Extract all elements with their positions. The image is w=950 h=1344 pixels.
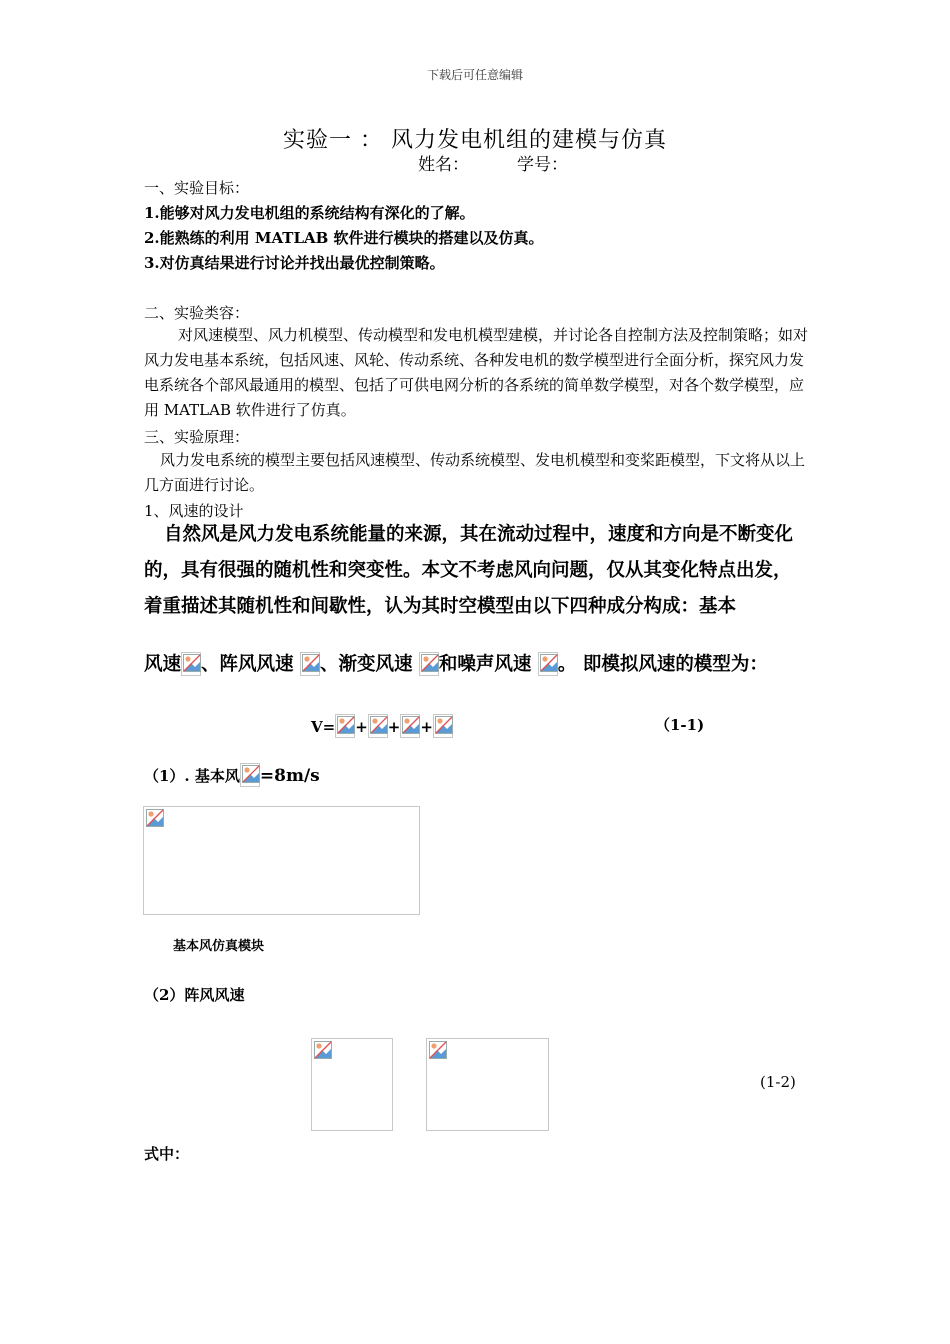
figure-caption: 基本风仿真模块	[173, 939, 265, 954]
equation-prefix: V=	[311, 718, 336, 736]
equation-number: (1-2)	[760, 1073, 796, 1091]
broken-image-icon	[335, 714, 355, 738]
broken-image-icon	[240, 763, 260, 787]
text-segment: 。 即模拟风速的模型为：	[557, 654, 768, 675]
equation-number: （1-1)	[655, 716, 705, 734]
equation-1-1	[311, 714, 453, 738]
name-label: 姓名：	[418, 155, 469, 175]
wind-paragraph: 自然风是风力发电系统能量的来源，其在流动过程中，速度和方向是不断变化的，具有很强的随机性和突变性。本文不考虑风向问题，仅从其变化特点出发，着重描述其随机性和间歇性，认为其时空模型由以下四种成分构成：基本	[144, 524, 794, 617]
objective-item: 3.对仿真结果进行讨论并找出最优控制策略。	[144, 254, 445, 272]
basic-wind-value: =8m/s	[259, 766, 320, 786]
basic-wind-label: （1）. 基本风	[144, 767, 240, 785]
section3-heading: 三、实验原理：	[144, 428, 250, 446]
section3-body: 风力发电系统的模型主要包括风速模型、传动系统模型、发电机模型和变桨距模型，下文将从以上几方面进行讨论。	[144, 451, 806, 494]
basic-wind-line	[144, 763, 320, 787]
equation-plus: +	[355, 718, 368, 736]
basic-wind-figure	[143, 806, 420, 915]
gust-heading: （2）阵风风速	[144, 986, 245, 1004]
broken-image-icon	[181, 652, 201, 676]
gust-figure-right	[426, 1038, 549, 1131]
text-segment: 、渐变风速	[319, 654, 419, 675]
page-header: 下载后可任意编辑	[426, 68, 523, 82]
gust-figure-left	[311, 1038, 393, 1131]
section1-heading: 一、实验目标：	[144, 179, 250, 197]
equation-plus: +	[420, 718, 433, 736]
broken-image-icon	[400, 714, 420, 738]
page-title: 实验一 ： 风力发电机组的建模与仿真	[283, 128, 667, 153]
equation-plus: +	[387, 718, 401, 736]
section2-body: 对风速模型、风力机模型、传动模型和发电机模型建模，并讨论各自控制方法及控制策略；如对风力发电基本系统，包括风速、风轮、传动系统、各种发电机的数学模型进行全面分析，探究风力发电系统各个部风最通用的模型、包括了可供电网分析的各系统的简单数学模型，对各个数学模型，应用 MATLAB 软件进行了仿真。	[144, 326, 809, 419]
broken-image-icon	[300, 652, 320, 676]
broken-image-icon	[433, 714, 453, 738]
where-label: 式中：	[144, 1145, 190, 1163]
broken-image-icon	[419, 652, 439, 676]
text-segment: 、阵风风速	[201, 654, 300, 675]
section2-heading: 二、实验类容：	[144, 304, 250, 322]
wind-components-line	[144, 650, 768, 676]
id-label: 学号：	[517, 155, 568, 175]
wind-heading: 1、风速的设计	[144, 502, 244, 520]
broken-image-icon	[538, 652, 558, 676]
objective-item: 2.能熟练的利用 MATLAB 软件进行模块的搭建以及仿真。	[144, 229, 544, 247]
text-segment: 风速	[144, 654, 182, 675]
name-id-row	[418, 150, 568, 175]
objective-item: 1.能够对风力发电机组的系统结构有深化的了解。	[144, 204, 475, 222]
text-segment: 和噪声风速	[438, 654, 538, 675]
broken-image-icon	[368, 714, 388, 738]
